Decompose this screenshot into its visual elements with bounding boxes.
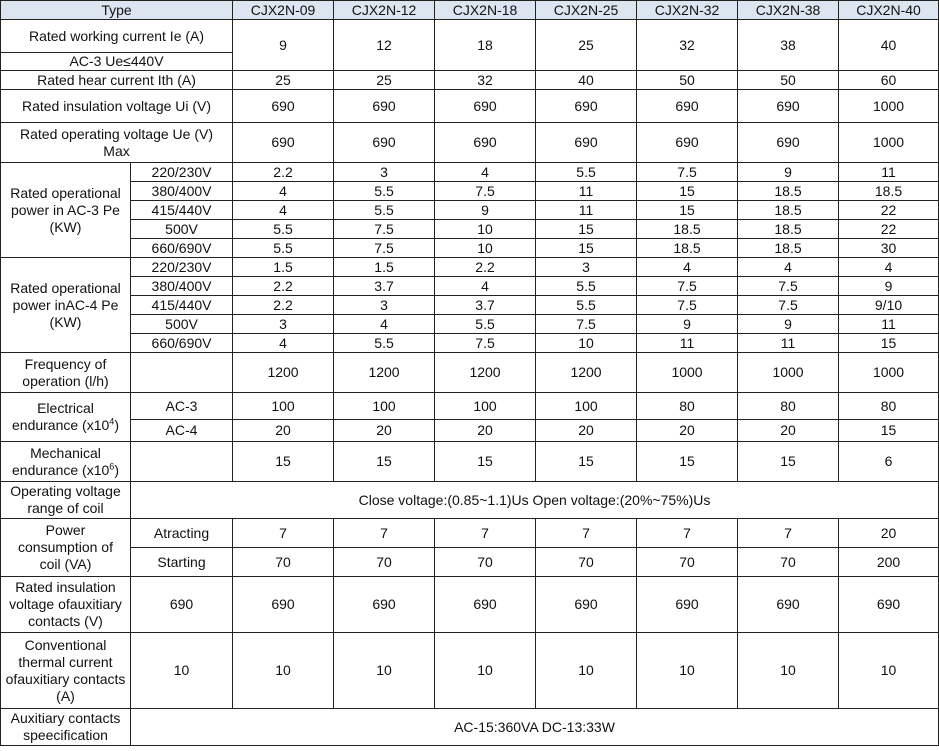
table-cell: 10 [536, 334, 637, 353]
table-cell: 80 [738, 393, 839, 420]
table-cell: 2.2 [233, 296, 334, 315]
table-cell: 5.5 [536, 163, 637, 182]
label-line: ofauxitiary contacts [5, 670, 126, 687]
table-cell: 11 [637, 334, 738, 353]
table-cell: 100 [435, 393, 536, 420]
table-cell: 1000 [738, 353, 839, 393]
label-line: (KW) [49, 218, 82, 235]
table-cell: 20 [334, 420, 435, 442]
ac4-power-row [1, 277, 939, 296]
label-line: Rated insulation [15, 579, 116, 595]
frequency-row [1, 353, 939, 393]
table-cell: 9 [839, 277, 939, 296]
table-cell: 70 [738, 548, 839, 577]
table-cell: 10 [637, 633, 738, 709]
label-line: power in AC-3 Pe [11, 201, 120, 218]
voltage-cell: 660/690V [131, 334, 233, 353]
model-header: CJX2N-40 [839, 1, 939, 20]
table-cell: 1000 [839, 90, 939, 123]
table-cell: 70 [637, 548, 738, 577]
label-line: voltage ofauxitiary [9, 596, 122, 612]
coil-voltage-row [1, 482, 939, 519]
table-cell: 690 [738, 123, 839, 163]
table-cell: 3 [334, 296, 435, 315]
table-cell: 5.5 [435, 315, 536, 334]
table-cell: 10 [839, 633, 939, 709]
header-row [1, 1, 939, 20]
table-cell: 7.5 [637, 296, 738, 315]
label-line: Rated operating voltage Ue (V) [20, 125, 213, 142]
electrical-endurance-label [1, 393, 131, 442]
label-line: Mechanical [30, 444, 101, 461]
table-cell: 1.5 [233, 258, 334, 277]
label-line: (KW) [49, 313, 82, 330]
table-cell: 4 [435, 277, 536, 296]
table-cell: 15 [637, 182, 738, 201]
table-cell: 11 [536, 182, 637, 201]
table-cell: 7.5 [334, 220, 435, 239]
table-cell: 3 [536, 258, 637, 277]
table-cell: 11 [536, 201, 637, 220]
table-cell: 4 [233, 334, 334, 353]
table-cell: 690 [435, 577, 536, 633]
table-cell: 3.7 [435, 296, 536, 315]
model-header: CJX2N-38 [738, 1, 839, 20]
table-cell: 2.2 [233, 163, 334, 182]
table-cell: 4 [738, 258, 839, 277]
table-cell: 4 [233, 182, 334, 201]
table-cell: 18.5 [839, 182, 939, 201]
table-cell: 1000 [839, 123, 939, 163]
table-cell: 18.5 [738, 220, 839, 239]
table-cell: 7 [233, 519, 334, 548]
table-cell: 15 [334, 442, 435, 482]
table-cell: 20 [233, 420, 334, 442]
category-cell: AC-3 [131, 393, 233, 420]
ac4-power-row [1, 258, 939, 277]
label-line: Frequency of [24, 355, 107, 372]
table-cell: 11 [738, 334, 839, 353]
rated-heat-current-label: Rated hear current Ith (A) [1, 71, 233, 90]
table-cell: 100 [536, 393, 637, 420]
table-cell: 1200 [536, 353, 637, 393]
table-cell: 60 [839, 71, 939, 90]
table-cell: 7.5 [738, 296, 839, 315]
exponent: 6 [109, 460, 115, 471]
table-cell: 5.5 [536, 296, 637, 315]
table-cell: 38 [738, 20, 839, 71]
ac4-power-row [1, 334, 939, 353]
table-cell: 690 [536, 123, 637, 163]
table-cell: 5.5 [334, 182, 435, 201]
table-cell: 4 [334, 315, 435, 334]
table-cell: 40 [536, 71, 637, 90]
voltage-cell: 500V [131, 220, 233, 239]
mechanical-endurance-row [1, 442, 939, 482]
table-cell: 18.5 [738, 239, 839, 258]
voltage-cell: 380/400V [131, 182, 233, 201]
aux-thermal-row [1, 633, 939, 709]
table-cell: 32 [435, 71, 536, 90]
table-cell: 10 [435, 220, 536, 239]
table-cell: 690 [738, 90, 839, 123]
table-cell: 10 [536, 633, 637, 709]
table-cell: 15 [435, 442, 536, 482]
table-cell: 690 [334, 90, 435, 123]
ac3-power-row [1, 220, 939, 239]
ac4-power-row [1, 296, 939, 315]
label-line: Rated operational [10, 184, 121, 201]
label-line: coil (VA) [39, 556, 92, 572]
table-cell: 10 [435, 239, 536, 258]
table-cell: 18 [435, 20, 536, 71]
table-cell: 690 [637, 123, 738, 163]
voltage-cell: 220/230V [131, 258, 233, 277]
table-cell: 7 [334, 519, 435, 548]
table-cell: 12 [334, 20, 435, 71]
label-line: thermal current [18, 653, 113, 670]
table-cell: 10 [435, 633, 536, 709]
table-cell: 11 [839, 163, 939, 182]
table-cell: 4 [839, 258, 939, 277]
table-cell: 7 [637, 519, 738, 548]
ac3-power-row [1, 239, 939, 258]
aux-spec-row [1, 709, 939, 746]
table-cell: 10 [233, 633, 334, 709]
table-cell: 7.5 [738, 277, 839, 296]
category-cell: AC-4 [131, 420, 233, 442]
table-cell: 1200 [233, 353, 334, 393]
table-cell: 70 [334, 548, 435, 577]
table-cell: 15 [536, 442, 637, 482]
voltage-cell: 380/400V [131, 277, 233, 296]
table-cell: 5.5 [536, 277, 637, 296]
table-cell: 4 [435, 163, 536, 182]
table-cell: 18.5 [637, 220, 738, 239]
rated-operating-voltage-label [1, 123, 233, 163]
table-cell: 3.7 [334, 277, 435, 296]
table-cell: 7 [536, 519, 637, 548]
table-cell: 15 [536, 220, 637, 239]
model-header: CJX2N-12 [334, 1, 435, 20]
electrical-endurance-row [1, 420, 939, 442]
label-close: ) [114, 417, 119, 433]
rated-operating-voltage-row [1, 123, 939, 163]
table-cell: 1000 [839, 353, 939, 393]
coil-voltage-label [1, 482, 131, 519]
exponent: 4 [109, 416, 115, 427]
table-cell: 100 [334, 393, 435, 420]
type-header: Type [1, 1, 233, 20]
table-cell: 20 [435, 420, 536, 442]
table-cell: 5.5 [334, 201, 435, 220]
mode-cell: Starting [131, 548, 233, 577]
ac3-power-row [1, 163, 939, 182]
table-cell: 9 [738, 315, 839, 334]
table-cell: 3 [334, 163, 435, 182]
ac3-power-row [1, 182, 939, 201]
table-cell: 9 [738, 163, 839, 182]
table-cell: 690 [637, 577, 738, 633]
label-close: ) [114, 461, 119, 478]
table-cell: 4 [233, 201, 334, 220]
table-cell: 6 [839, 442, 939, 482]
coil-power-label [1, 519, 131, 577]
label-line: Operating voltage [10, 483, 121, 499]
model-header: CJX2N-18 [435, 1, 536, 20]
table-cell: 690 [536, 90, 637, 123]
table-cell: 1000 [637, 353, 738, 393]
coil-power-row [1, 548, 939, 577]
table-cell: 9 [233, 20, 334, 71]
coil-power-row [1, 519, 939, 548]
aux-spec-label [1, 709, 131, 746]
table-cell: 10 [131, 633, 233, 709]
table-cell: 20 [536, 420, 637, 442]
voltage-cell: 415/440V [131, 296, 233, 315]
table-cell: 7.5 [536, 315, 637, 334]
table-cell: 50 [637, 71, 738, 90]
model-header: CJX2N-25 [536, 1, 637, 20]
table-cell: 7.5 [435, 182, 536, 201]
table-cell: 32 [637, 20, 738, 71]
table-cell: 7.5 [637, 163, 738, 182]
rated-working-current-sublabel: AC-3 Ue≤440V [1, 53, 233, 71]
table-cell: 25 [233, 71, 334, 90]
label-line: endurance (x10 [12, 417, 110, 433]
table-cell: 70 [435, 548, 536, 577]
label-line: (A) [56, 687, 75, 704]
table-cell: 70 [536, 548, 637, 577]
label-line: consumption of [18, 539, 113, 555]
table-cell: 15 [233, 442, 334, 482]
table-cell: 10 [738, 633, 839, 709]
table-cell: 690 [839, 577, 939, 633]
label-line: endurance (x10 [12, 461, 110, 478]
ac4-power-label [1, 258, 131, 353]
label-line: Electrical [37, 400, 94, 416]
table-cell: 80 [637, 393, 738, 420]
table-cell: 15 [738, 442, 839, 482]
table-cell: 690 [334, 123, 435, 163]
table-cell: 7.5 [435, 334, 536, 353]
rated-heat-current-row [1, 71, 939, 90]
table-cell: 5.5 [233, 239, 334, 258]
label-line: speecification [23, 727, 108, 743]
table-cell: 18.5 [738, 201, 839, 220]
table-cell: 5.5 [233, 220, 334, 239]
label-line: range of coil [27, 500, 104, 516]
rated-insulation-voltage-row [1, 90, 939, 123]
table-cell: 25 [334, 71, 435, 90]
voltage-cell: 415/440V [131, 201, 233, 220]
table-cell: 20 [839, 519, 939, 548]
table-cell: 80 [839, 393, 939, 420]
voltage-cell: 500V [131, 315, 233, 334]
table-cell: 15 [839, 420, 939, 442]
label-line: power inAC-4 Pe [12, 296, 119, 313]
table-cell: 22 [839, 201, 939, 220]
electrical-endurance-row [1, 393, 939, 420]
table-cell: 690 [738, 577, 839, 633]
voltage-cell: 220/230V [131, 163, 233, 182]
aux-thermal-label [1, 633, 131, 709]
table-cell: 25 [536, 20, 637, 71]
table-cell: 690 [637, 90, 738, 123]
table-cell: 690 [233, 90, 334, 123]
table-cell: 7.5 [334, 239, 435, 258]
table-cell: 9 [435, 201, 536, 220]
table-cell: 690 [131, 577, 233, 633]
table-cell: 1.5 [334, 258, 435, 277]
table-cell: 7 [435, 519, 536, 548]
model-header: CJX2N-32 [637, 1, 738, 20]
table-cell: 7 [738, 519, 839, 548]
label-line: Rated operational [10, 279, 121, 296]
ac4-power-row [1, 315, 939, 334]
table-cell: 2.2 [233, 277, 334, 296]
table-cell: 15 [637, 201, 738, 220]
table-cell: 5.5 [334, 334, 435, 353]
aux-insulation-label [1, 577, 131, 633]
ac3-power-row [1, 201, 939, 220]
rated-working-current-label: Rated working current Ie (A) [1, 20, 233, 53]
table-cell: 10 [334, 633, 435, 709]
table-cell: 18.5 [738, 182, 839, 201]
table-cell: 100 [233, 393, 334, 420]
empty-cell [131, 353, 233, 393]
label-line: Power [45, 522, 86, 538]
label-line: Conventional [24, 636, 107, 653]
table-cell: 15 [536, 239, 637, 258]
table-cell: 690 [334, 577, 435, 633]
empty-cell [131, 442, 233, 482]
model-header: CJX2N-09 [233, 1, 334, 20]
table-cell: 2.2 [435, 258, 536, 277]
table-cell: 15 [839, 334, 939, 353]
table-cell: 690 [435, 90, 536, 123]
frequency-label [1, 353, 131, 393]
table-cell: 15 [637, 442, 738, 482]
table-cell: 18.5 [637, 239, 738, 258]
table-cell: 7.5 [637, 277, 738, 296]
table-cell: 22 [839, 220, 939, 239]
table-cell: 50 [738, 71, 839, 90]
aux-insulation-row [1, 577, 939, 633]
label-line: contacts (V) [28, 613, 103, 629]
table-cell: 1200 [435, 353, 536, 393]
table-cell: 11 [839, 315, 939, 334]
mechanical-endurance-label [1, 442, 131, 482]
label-line: operation (l/h) [22, 372, 109, 389]
table-cell: 3 [233, 315, 334, 334]
voltage-cell: 660/690V [131, 239, 233, 258]
table-cell: 9 [637, 315, 738, 334]
mode-cell: Atracting [131, 519, 233, 548]
table-cell: 9/10 [839, 296, 939, 315]
coil-voltage-value: Close voltage:(0.85~1.1)Us Open voltage:(20%~75%)Us [131, 482, 939, 519]
table-cell: 690 [233, 577, 334, 633]
table-cell: 4 [637, 258, 738, 277]
table-cell: 690 [435, 123, 536, 163]
aux-spec-value: AC-15:360VA DC-13:33W [131, 709, 939, 746]
table-cell: 20 [738, 420, 839, 442]
table-cell: 40 [839, 20, 939, 71]
table-cell: 690 [536, 577, 637, 633]
table-cell: 1200 [334, 353, 435, 393]
label-line: Max [103, 142, 130, 159]
table-cell: 30 [839, 239, 939, 258]
label-line: Auxitiary contacts [10, 710, 121, 726]
ac3-power-label [1, 163, 131, 258]
rated-working-current-row [1, 20, 939, 53]
rated-insulation-voltage-label: Rated insulation voltage Ui (V) [1, 90, 233, 123]
table-cell: 690 [233, 123, 334, 163]
table-cell: 70 [233, 548, 334, 577]
table-cell: 20 [637, 420, 738, 442]
table-cell: 200 [839, 548, 939, 577]
